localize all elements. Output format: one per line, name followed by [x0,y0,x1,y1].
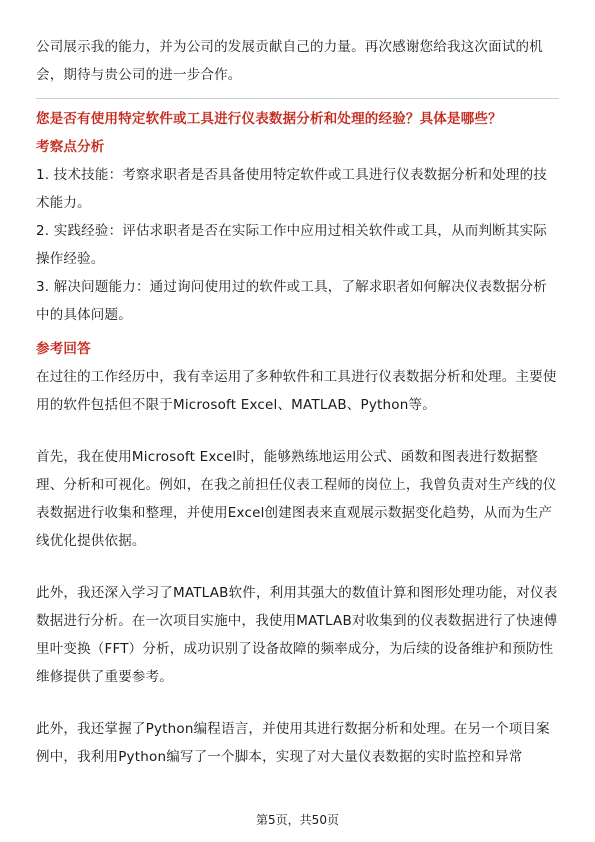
answer-paragraph: 此外，我还深入学习了MATLAB软件，利用其强大的数值计算和图形处理功能，对仪表数据进行分析。在一次项目实施中，我使用MATLAB对收集到的仪表数据进行了快速傅里叶变换（FFT）分析，成功识别了设备故障的频率成分，为后续的设备维护和预防性维修提供了重要参考。 [36,585,558,685]
answer-paragraph: 首先，我在使用Microsoft Excel时，能够熟练地运用公式、函数和图表进行数据整理、分析和可视化。例如，在我之前担任仪表工程师的岗位上，我曾负责对生产线的仪表数据进行收集和整理，并使用Excel创建图表来直观展示数据变化趋势，从而为生产线优化提供依据。 [36,449,557,549]
page-number: 第5页，共50页 [256,813,339,827]
analysis-heading: 考察点分析 [36,139,105,155]
section-divider [36,98,559,99]
document-page [36,33,559,771]
analysis-item: 2. 实践经验：评估求职者是否在实际工作中应用过相关软件或工具，从而判断其实际操作经验。 [36,223,547,267]
intro-paragraph: 公司展示我的能力，并为公司的发展贡献自己的力量。再次感谢您给我这次面试的机会，期待与贵公司的进一步合作。 [36,39,543,83]
answer-paragraph: 此外，我还掌握了Python编程语言，并使用其进行数据分析和处理。在另一个项目案例中，我利用Python编写了一个脚本，实现了对大量仪表数据的实时监控和异常 [36,721,550,765]
question-title: 您是否有使用特定软件或工具进行仪表数据分析和处理的经验？具体是哪些？ [36,111,502,127]
analysis-item: 1. 技术技能：考察求职者是否具备使用特定软件或工具进行仪表数据分析和处理的技术能力。 [36,167,547,211]
answer-paragraph: 在过往的工作经历中，我有幸运用了多种软件和工具进行仪表数据分析和处理。主要使用的软件包括但不限于Microsoft Excel、MATLAB、Python等。 [36,369,557,413]
analysis-item: 3. 解决问题能力：通过询问使用过的软件或工具，了解求职者如何解决仪表数据分析中的具体问题。 [36,279,547,323]
answer-heading: 参考回答 [36,341,91,357]
